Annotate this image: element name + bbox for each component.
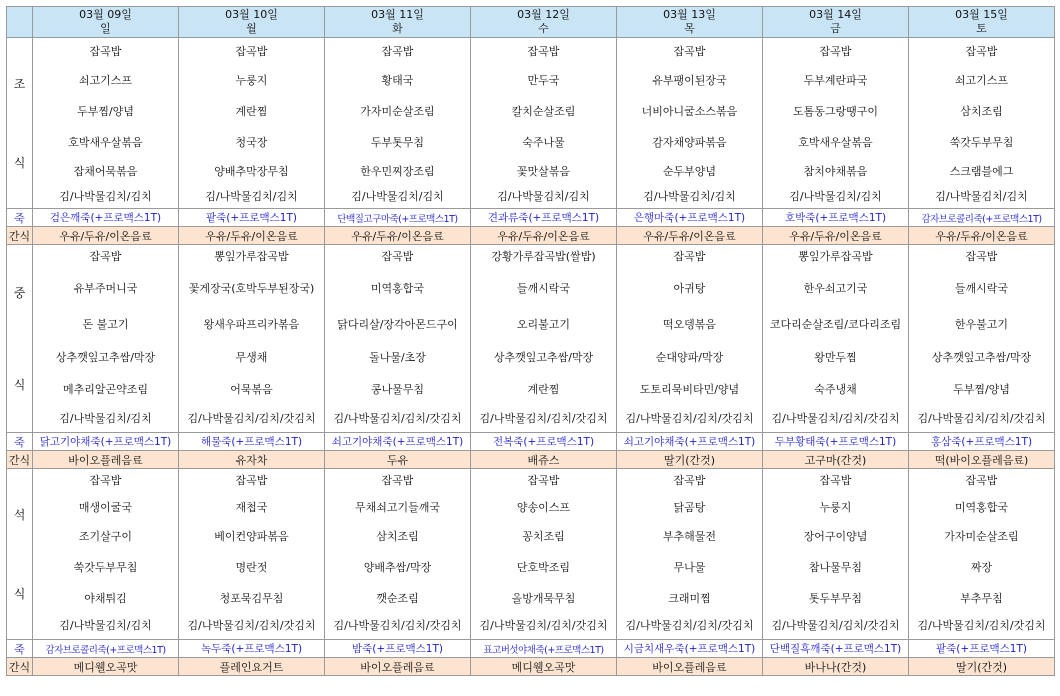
menu-item: 김/나박물김치/김치/갓김치	[917, 619, 1046, 632]
menu-item: 상추깻잎고추쌈/막장	[55, 351, 156, 364]
menu-item: 잡곡밥	[381, 45, 414, 58]
menu-item: 참나물무침	[808, 561, 863, 574]
menu-item: 김/나박물김치/김치/갓김치	[771, 412, 900, 425]
day-header	[325, 7, 471, 38]
menu-item: 순대양파/막장	[655, 351, 724, 364]
menu-item: 잡곡밥	[235, 474, 268, 487]
menu-item: 도톰동그랑땡구이	[792, 105, 878, 118]
menu-item: 잡곡밥	[965, 474, 998, 487]
day-of-week: 월	[246, 22, 257, 35]
breakfast-menu-row	[7, 38, 1055, 209]
day-date: 03월 09일	[79, 8, 132, 21]
breakfast-label-char: 식	[13, 156, 26, 170]
dinner-snack-row	[7, 658, 1055, 676]
menu-item: 김/나박물김치/김치/갓김치	[187, 619, 316, 632]
menu-item: 부추무침	[960, 592, 1003, 605]
menu-item: 김/나박물김치/김치	[935, 190, 1028, 203]
menu-item: 삼치조림	[376, 530, 419, 543]
day-of-week: 일	[100, 22, 111, 35]
menu-item: 코다리순살조림/코다리조림	[769, 318, 902, 331]
menu-item: 김/나박물김치/김치	[59, 619, 152, 632]
menu-item: 김/나박물김치/김치	[59, 412, 152, 425]
snack-cell: 바이오플레음료	[617, 658, 763, 676]
menu-item: 두부톳무침	[370, 136, 425, 149]
juk-cell: 검은깨죽(+프로맥스1T)	[33, 209, 179, 227]
menu-item: 감자채양파볶음	[652, 136, 727, 149]
juk-cell: 전복죽(+프로맥스1T)	[471, 433, 617, 451]
dinner-menu-row	[7, 469, 1055, 640]
menu-item: 칼치순살조림	[511, 105, 576, 118]
juk-cell: 쇠고기야채죽(+프로맥스1T)	[325, 433, 471, 451]
day-date: 03월 12일	[517, 8, 570, 21]
menu-item: 매생이굴국	[78, 501, 133, 514]
menu-item: 잡곡밥	[819, 474, 852, 487]
menu-item: 왕새우파프리카볶음	[203, 318, 300, 331]
breakfast-juk-row	[7, 209, 1055, 227]
menu-item: 스크램블에그	[949, 165, 1014, 178]
menu-item: 무생채	[235, 351, 268, 364]
lunch-menu-cell	[471, 245, 617, 433]
lunch-menu-cell	[617, 245, 763, 433]
day-header	[33, 7, 179, 38]
snack-cell: 고구마(간것)	[763, 451, 909, 469]
menu-item: 아귀탕	[673, 282, 706, 295]
menu-item: 닭다리살/장각아몬드구이	[337, 318, 458, 331]
menu-item: 잡곡밥	[527, 474, 560, 487]
day-header	[179, 7, 325, 38]
breakfast-menu-cell	[471, 38, 617, 209]
menu-item: 닭곰탕	[673, 501, 706, 514]
menu-item: 김/나박물김치/김치/갓김치	[771, 619, 900, 632]
day-date: 03월 13일	[663, 8, 716, 21]
menu-item: 참치야채볶음	[803, 165, 868, 178]
menu-item: 들깨시락국	[516, 282, 571, 295]
snack-cell: 우유/두유/이온음료	[179, 227, 325, 245]
snack-cell: 딸기(간것)	[909, 658, 1055, 676]
weekly-meal-table	[6, 6, 1055, 676]
juk-cell: 시금치새우죽(+프로맥스1T)	[617, 640, 763, 658]
menu-item: 왕만두찜	[814, 351, 857, 364]
snack-cell: 떡(바이오플레음료)	[909, 451, 1055, 469]
menu-item: 잡곡밥	[673, 45, 706, 58]
menu-item: 숙주냉채	[814, 383, 857, 396]
menu-item: 잡곡밥	[381, 474, 414, 487]
menu-item: 잡곡밥	[673, 250, 706, 263]
menu-item: 크래미찜	[668, 592, 711, 605]
snack-cell: 바이오플레음료	[33, 451, 179, 469]
menu-item: 한우불고기	[954, 318, 1009, 331]
menu-item: 김/나박물김치/김치/갓김치	[333, 412, 462, 425]
menu-item: 김/나박물김치/김치/갓김치	[917, 412, 1046, 425]
menu-item: 김/나박물김치/김치/갓김치	[187, 412, 316, 425]
menu-item: 호박새우살볶음	[798, 136, 873, 149]
day-date: 03월 15일	[955, 8, 1008, 21]
menu-item: 잡곡밥	[965, 250, 998, 263]
day-of-week: 목	[684, 22, 695, 35]
corner-cell	[7, 7, 33, 38]
breakfast-snack-row	[7, 227, 1055, 245]
juk-cell: 은행마죽(+프로맥스1T)	[617, 209, 763, 227]
menu-item: 꽃게장국(호박두부된장국)	[188, 282, 315, 295]
juk-cell: 단백질흑깨죽(+프로맥스1T)	[763, 640, 909, 658]
snack-cell: 유자차	[179, 451, 325, 469]
lunch-snack-label: 간식	[7, 451, 33, 469]
menu-item: 황태국	[381, 74, 414, 87]
menu-item: 야채튀김	[84, 592, 127, 605]
day-date: 03월 14일	[809, 8, 862, 21]
menu-item: 삼치조림	[960, 105, 1003, 118]
menu-item: 도토리묵비타민/양념	[639, 383, 740, 396]
menu-item: 누룽지	[235, 74, 268, 87]
menu-item: 장어구이양념	[803, 530, 868, 543]
menu-item: 잡곡밥	[89, 474, 122, 487]
day-header	[471, 7, 617, 38]
menu-item: 무채쇠고기들깨국	[354, 501, 440, 514]
menu-item: 잡곡밥	[673, 474, 706, 487]
lunch-juk-label: 죽	[7, 433, 33, 451]
dinner-menu-cell	[763, 469, 909, 640]
day-header	[763, 7, 909, 38]
snack-cell: 우유/두유/이온음료	[617, 227, 763, 245]
juk-cell: 단백질고구마죽(+프로맥스1T)	[325, 209, 471, 227]
menu-item: 김/나박물김치/김치	[59, 190, 152, 203]
menu-item: 강황가루잡곡밥(쌀밥)	[491, 250, 596, 263]
juk-cell: 표고버섯야채죽(+프로맥스1T)	[471, 640, 617, 658]
menu-item: 한우민찌장조림	[360, 165, 435, 178]
menu-item: 잡곡밥	[965, 45, 998, 58]
menu-item: 오리불고기	[516, 318, 571, 331]
menu-item: 양배추쌈/막장	[363, 561, 432, 574]
juk-cell: 닭고기야채죽(+프로맥스1T)	[33, 433, 179, 451]
juk-cell: 감자브로콜리죽(+프로맥스1T)	[33, 640, 179, 658]
menu-item: 꽃맛살볶음	[516, 165, 571, 178]
dinner-menu-cell	[33, 469, 179, 640]
menu-item: 만두국	[527, 74, 560, 87]
menu-item: 돌나물/초장	[369, 351, 426, 364]
menu-item: 잡곡밥	[381, 250, 414, 263]
menu-item: 두부찜/양념	[953, 383, 1010, 396]
dinner-menu-cell	[617, 469, 763, 640]
menu-item: 상추깻잎고추쌈/막장	[931, 351, 1032, 364]
menu-item: 쇠고기스프	[954, 74, 1009, 87]
juk-cell: 밤죽(+프로맥스1T)	[325, 640, 471, 658]
day-date: 03월 10일	[225, 8, 278, 21]
menu-item: 계란찜	[527, 383, 560, 396]
breakfast-menu-cell	[325, 38, 471, 209]
lunch-snack-row	[7, 451, 1055, 469]
menu-item: 꽁치조림	[522, 530, 565, 543]
menu-item: 한우쇠고기국	[803, 282, 868, 295]
menu-item: 누룽지	[819, 501, 852, 514]
menu-item: 뽕잎가루잡곡밥	[214, 250, 289, 263]
menu-item: 쇠고기스프	[78, 74, 133, 87]
day-of-week: 화	[392, 22, 403, 35]
menu-item: 김/나박물김치/김치	[205, 190, 298, 203]
menu-item: 너비아니굴소스볶음	[641, 105, 738, 118]
menu-item: 콩나물무침	[370, 383, 425, 396]
menu-item: 명란젓	[235, 561, 268, 574]
menu-item: 두부찜/양념	[77, 105, 134, 118]
menu-item: 가자미순살조림	[360, 105, 435, 118]
snack-cell: 메디웰오곡맛	[471, 658, 617, 676]
menu-item: 짜장	[970, 561, 993, 574]
lunch-menu-row	[7, 245, 1055, 433]
menu-item: 김/나박물김치/김치	[789, 190, 882, 203]
menu-item: 김/나박물김치/김치/갓김치	[479, 412, 608, 425]
lunch-label-char: 식	[13, 378, 26, 393]
lunch-juk-row	[7, 433, 1055, 451]
breakfast-label	[7, 38, 33, 209]
juk-cell: 녹두죽(+프로맥스1T)	[179, 640, 325, 658]
snack-cell: 메디웰오곡맛	[33, 658, 179, 676]
menu-item: 떡오뎅볶음	[662, 318, 717, 331]
juk-cell: 팥죽(+프로맥스1T)	[179, 209, 325, 227]
juk-cell: 견과류죽(+프로맥스1T)	[471, 209, 617, 227]
juk-cell: 홍삼죽(+프로맥스1T)	[909, 433, 1055, 451]
dinner-juk-label: 죽	[7, 640, 33, 658]
menu-item: 순두부양념	[662, 165, 717, 178]
menu-item: 잡곡밥	[527, 45, 560, 58]
menu-item: 쑥갓두부무침	[949, 136, 1014, 149]
menu-item: 들깨시락국	[954, 282, 1009, 295]
menu-item: 청국장	[235, 136, 268, 149]
menu-item: 김/나박물김치/김치/갓김치	[625, 619, 754, 632]
menu-item: 김/나박물김치/김치	[643, 190, 736, 203]
menu-item: 양송이스프	[516, 501, 571, 514]
menu-item: 김/나박물김치/김치	[351, 190, 444, 203]
menu-item: 뽕잎가루잡곡밥	[798, 250, 873, 263]
menu-item: 두부계란파국	[803, 74, 868, 87]
snack-cell: 바나나(간것)	[763, 658, 909, 676]
menu-item: 호박새우살볶음	[68, 136, 143, 149]
juk-cell: 두부황태죽(+프로맥스1T)	[763, 433, 909, 451]
menu-item: 미역홍합국	[370, 282, 425, 295]
breakfast-menu-cell	[909, 38, 1055, 209]
snack-cell: 플레인요거트	[179, 658, 325, 676]
dinner-menu-cell	[909, 469, 1055, 640]
breakfast-menu-cell	[763, 38, 909, 209]
menu-item: 잡곡밥	[819, 45, 852, 58]
lunch-menu-cell	[909, 245, 1055, 433]
dinner-label	[7, 469, 33, 640]
lunch-menu-cell	[179, 245, 325, 433]
menu-item: 깻순조림	[376, 592, 419, 605]
menu-item: 톳두부무침	[808, 592, 863, 605]
menu-item: 김/나박물김치/김치/갓김치	[479, 619, 608, 632]
dinner-menu-cell	[325, 469, 471, 640]
breakfast-label-char: 조	[13, 77, 26, 91]
snack-cell: 우유/두유/이온음료	[471, 227, 617, 245]
menu-item: 미역홍합국	[954, 501, 1009, 514]
lunch-label-char: 중	[13, 285, 26, 300]
menu-item: 가자미순살조림	[944, 530, 1019, 543]
day-date: 03월 11일	[371, 8, 424, 21]
snack-cell: 우유/두유/이온음료	[763, 227, 909, 245]
menu-item: 돈 불고기	[82, 318, 129, 331]
day-header-row	[7, 7, 1055, 38]
day-of-week: 금	[830, 22, 841, 35]
snack-cell: 두유	[325, 451, 471, 469]
menu-item: 메추리알곤약조림	[62, 383, 148, 396]
menu-item: 상추깻잎고추쌈/막장	[493, 351, 594, 364]
lunch-menu-cell	[325, 245, 471, 433]
menu-item: 쑥갓두부무침	[73, 561, 138, 574]
dinner-snack-label: 간식	[7, 658, 33, 676]
breakfast-juk-label: 죽	[7, 209, 33, 227]
menu-item: 유부주머니국	[73, 282, 138, 295]
snack-cell: 딸기(간것)	[617, 451, 763, 469]
menu-item: 올방개묵무침	[511, 592, 576, 605]
menu-item: 계란찜	[235, 105, 268, 118]
menu-item: 청포묵김무침	[219, 592, 284, 605]
menu-item: 양배추막장무침	[214, 165, 289, 178]
menu-item: 부추해물전	[662, 530, 717, 543]
day-of-week: 토	[976, 22, 987, 35]
day-header	[909, 7, 1055, 38]
menu-item: 숙주나물	[522, 136, 565, 149]
dinner-menu-cell	[471, 469, 617, 640]
juk-cell: 쇠고기야채죽(+프로맥스1T)	[617, 433, 763, 451]
menu-item: 재첩국	[235, 501, 268, 514]
menu-item: 무나물	[673, 561, 706, 574]
snack-cell: 배쥬스	[471, 451, 617, 469]
menu-item: 조기살구이	[78, 530, 133, 543]
snack-cell: 우유/두유/이온음료	[909, 227, 1055, 245]
snack-cell: 우유/두유/이온음료	[33, 227, 179, 245]
juk-cell: 팥죽(+프로맥스1T)	[909, 640, 1055, 658]
snack-cell: 바이오플레음료	[325, 658, 471, 676]
snack-cell: 우유/두유/이온음료	[325, 227, 471, 245]
juk-cell: 호박죽(+프로맥스1T)	[763, 209, 909, 227]
menu-item: 잡채어묵볶음	[73, 165, 138, 178]
lunch-menu-cell	[33, 245, 179, 433]
menu-item: 김/나박물김치/김치/갓김치	[625, 412, 754, 425]
menu-item: 잡곡밥	[89, 45, 122, 58]
breakfast-snack-label: 간식	[7, 227, 33, 245]
menu-item: 잡곡밥	[89, 250, 122, 263]
menu-item: 베이컨양파볶음	[214, 530, 289, 543]
menu-item: 김/나박물김치/김치/갓김치	[333, 619, 462, 632]
breakfast-menu-cell	[617, 38, 763, 209]
dinner-menu-cell	[179, 469, 325, 640]
menu-item: 어묵볶음	[230, 383, 273, 396]
breakfast-menu-cell	[179, 38, 325, 209]
lunch-label	[7, 245, 33, 433]
menu-item: 단호박조림	[516, 561, 571, 574]
dinner-label-char: 식	[13, 587, 26, 602]
juk-cell: 감자브로콜리죽(+프로맥스1T)	[909, 209, 1055, 227]
day-header	[617, 7, 763, 38]
menu-item: 잡곡밥	[235, 45, 268, 58]
menu-item: 유부팽이된장국	[652, 74, 727, 87]
breakfast-menu-cell	[33, 38, 179, 209]
dinner-juk-row	[7, 640, 1055, 658]
dinner-label-char: 석	[13, 507, 26, 522]
menu-item: 김/나박물김치/김치	[497, 190, 590, 203]
lunch-menu-cell	[763, 245, 909, 433]
juk-cell: 해물죽(+프로맥스1T)	[179, 433, 325, 451]
day-of-week: 수	[538, 22, 549, 35]
